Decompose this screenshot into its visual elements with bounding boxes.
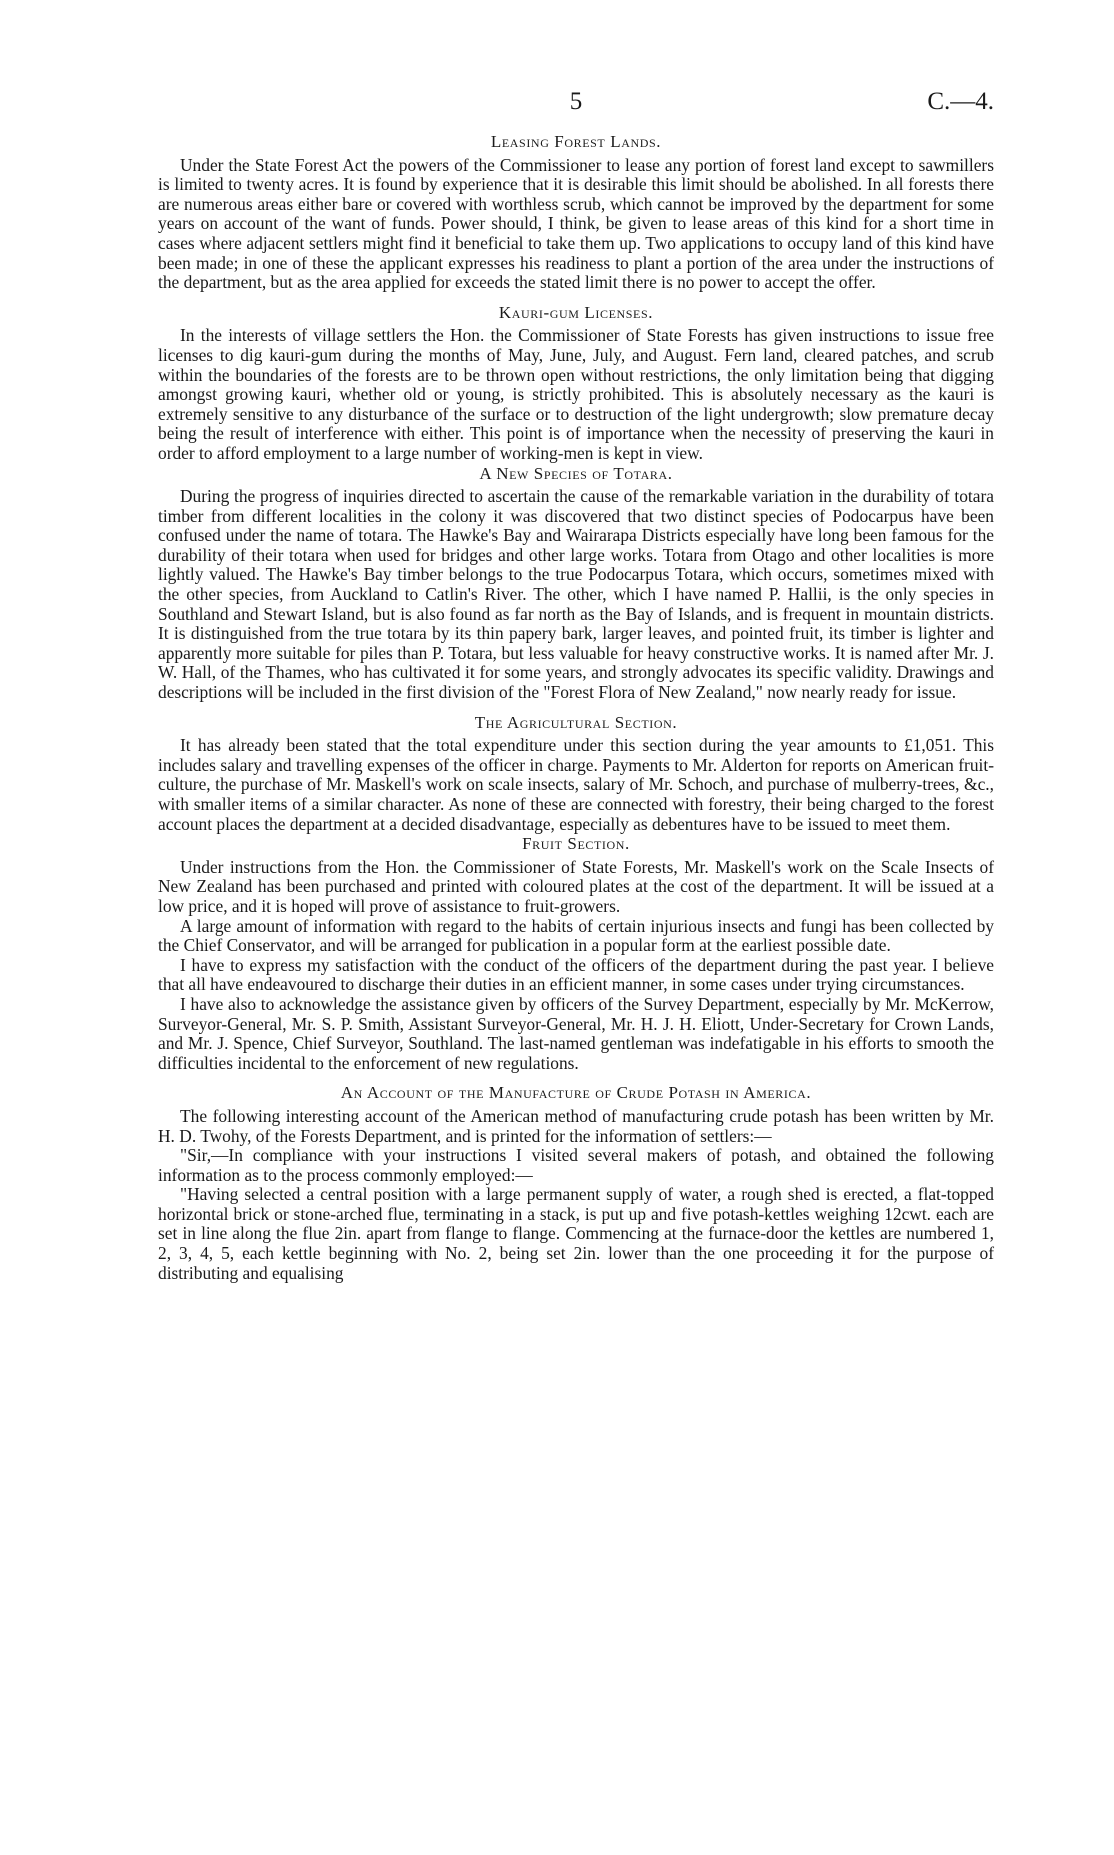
paragraph: In the interests of village settlers the Hon. the Commissioner of State Forests has given instructions to issue free licenses to dig kauri-gum during the months of May, June, July, and August. Fern land, cleared patches, and scrub within the boundaries of the forests are to be thrown open without restrictions, the only limitation being that digging amongst growing kauri, whether old or young, is strictly prohibited. This is absolutely necessary as the kauri is extremely sensitive to any disturbance of the surface or to destruction of the light undergrowth; slow premature decay being the result of interference with either. This point is of importance when the necessity of preserving the kauri in order to afford employment to a large number of working-men is kept in view. [158,325,994,463]
section-heading-leasing: Leasing Forest Lands. [490,132,662,151]
document-reference: C.—4. [927,88,994,115]
paragraph: Under instructions from the Hon. the Commissioner of State Forests, Mr. Maskell's work on the Scale Insects of New Zealand has been purchased and printed with coloured plates at the cost of the department. It will be issued at a low price, and it is hoped will prove of assistance to fruit-growers. [158,856,994,916]
paragraph: "Having selected a central position with a large permanent supply of water, a rough shed is erected, a flat-topped horizontal brick or stone-arched flue, terminating in a stack, is put up and five potash-kettles weighing 12cwt. each are set in line along the flue 2in. apart from flange to flange. Commencing at the furnace-door the kettles are numbered 1, 2, 3, 4, 5, each kettle beginning with No. 2, being set 2in. lower than the one proceeding it for the purpose of distributing and equalising [158,1184,994,1283]
paragraph: A large amount of information with regard to the habits of certain injurious insects and fungi has been collected by the Chief Conservator, and will be arranged for publication in a popular form at the earliest possible date. [158,915,994,956]
section-heading-potash: An Account of the Manufacture of Crude Potash in America. [340,1083,812,1103]
paragraph: I have also to acknowledge the assistance given by officers of the Survey Department, especially by Mr. McKerrow, Surveyor-General, Mr. S. P. Smith, Assistant Surveyor-General, Mr. H. J. H. Eliott, Under-Secretary for Crown Lands, and Mr. J. Spence, Chief Surveyor, Southland. The last-named gentleman was indefatigable in his efforts to smooth the difficulties incidental to the enforcement of new regulations. [158,993,994,1073]
paragraph: I have to express my satisfaction with the conduct of the officers of the department during the past year. I believe that all have endeavoured to discharge their duties in an efficient manner, in some cases under trying circumstances. [158,954,994,995]
page-header [158,88,994,126]
paragraph: During the progress of inquiries directed to ascertain the cause of the remarkable variation in the durability of totara timber from different localities in the colony it was discovered that two distinct species of Podocarpus have been confused under the name of totara. The Hawke's Bay and Wairarapa Districts especially have long been famous for the durability of their totara when used for bridges and other large works. Totara from Otago and other localities is more lightly valued. The Hawke's Bay timber belongs to the true Podocarpus Totara, which occurs, sometimes mixed with the other species, from Auckland to Catlin's River. The other, which I have named P. Hallii, is the only species in Southland and Stewart Island, but is also found as far north as the Bay of Islands, and is frequent in mountain districts. It is distinguished from the true totara by its thin papery bark, larger leaves, and pointed fruit, its timber is lighter and apparently more suitable for piles than P. Totara, but less valuable for heavy constructive works. It is named after Mr. J. W. Hall, of the Thames, who has cultivated it for some years, and strongly advocates its specific validity. Drawings and descriptions will be included in the first division of the "Forest Flora of New Zealand," now nearly ready for issue. [158,486,994,703]
paragraph: It has already been stated that the total expenditure under this section during the year amounts to £1,051. This includes salary and travelling expenses of the officer in charge. Payments to Mr. Alderton for reports on American fruit-culture, the purchase of Mr. Maskell's work on scale insects, salary of Mr. Schoch, and purchase of mulberry-trees, &c., with smaller items of a similar character. As none of these are connected with forestry, their being charged to the forest account places the department at a decided disadvantage, especially as debentures have to be issued to meet them. [158,735,994,834]
section-heading-totara: A New Species of Totara. [479,463,673,483]
page-number: 5 [569,88,583,115]
document-page [158,88,994,1283]
paragraph: The following interesting account of the American method of manufacturing crude potash has been written by Mr. H. D. Twohy, of the Forests Department, and is printed for the information of settlers:— [158,1105,994,1146]
section-heading-kauri-gum: Kauri-gum Licenses. [498,302,654,322]
section-heading-fruit: Fruit Section. [522,834,630,854]
paragraph: Under the State Forest Act the powers of the Commissioner to lease any portion of forest land except to sawmillers is limited to twenty acres. It is found by experience that it is desirable this limit should be abolished. In all forests there are numerous areas either bare or covered with worthless scrub, which cannot be improved by the department for some years on account of the want of funds. Power should, I think, be given to lease areas of this kind for a short time in cases where adjacent settlers might find it beneficial to take them up. Two applications to occupy land of this kind have been made; in one of these the applicant expresses his readiness to plant a portion of the area under the instructions of the department, but as the area applied for exceeds the stated limit there is no power to accept the offer. [158,154,994,293]
paragraph: "Sir,—In compliance with your instructions I visited several makers of potash, and obtained the following information as to the process commonly employed:— [158,1145,994,1185]
section-heading-agricultural: The Agricultural Section. [474,712,678,732]
